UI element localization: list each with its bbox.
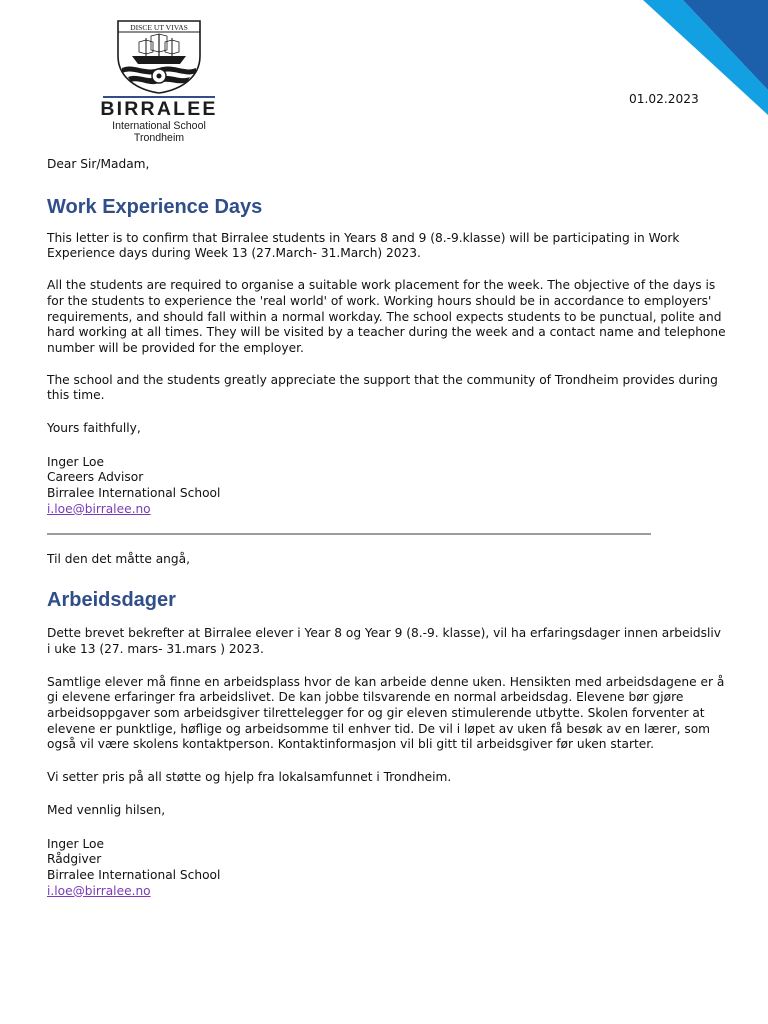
english-paragraph-3: The school and the students greatly appreciate the support that the community of Trondheim provides during this time.	[47, 372, 718, 403]
section-divider	[47, 533, 651, 535]
norwegian-email-link[interactable]: i.loe@birralee.no	[47, 883, 151, 898]
school-logo	[100, 16, 218, 145]
norwegian-signature-role: Rådgiver	[47, 852, 102, 867]
english-closing: Yours faithfully,	[47, 421, 141, 436]
english-email-line	[47, 502, 727, 518]
english-paragraph-1: This letter is to confirm that Birralee students in Years 8 and 9 (8.-9.klasse) will be participating in Work Experience days during Week 13 (27.March- 31.March) 2023.	[47, 230, 680, 261]
school-subtitle-2: Trondheim	[133, 132, 185, 145]
norwegian-paragraph-2: Samtlige elever må finne en arbeidsplass hvor de kan arbeide denne uken. Hensikten med arbeidsdagene er å gi elevene erfaringer fra arbeidslivet. De kan jobbe tilsvarende en normal arbeidsdag. Elevene bør gjøre arbeidsoppgaver som arbeidsgiver tilrettelegger for og gir eleven stimulerende utbytte. Skolen forventer at elevene er punktlige, høflige og arbeidsomme til enhver tid. De vil i løpet av uken få besøk av en lærer, som også vil være skolens kontaktperson. Kontaktinformasjon vil bli gitt til arbeidsgiver før uken starter.	[47, 674, 725, 752]
school-subtitle-1: International School	[112, 120, 206, 132]
english-email-link[interactable]: i.loe@birralee.no	[47, 501, 151, 516]
english-paragraph-2: All the students are required to organise a suitable work placement for the week. The objective of the days is for the students to experience the 'real world' of work. Working hours should be in accordance to employers' requirements, and should fall within a normal workday. The school expects students to be punctual, polite and hard working at all times. They will be visited by a teacher during the week and a contact name and telephone number will be provided for the employer.	[47, 278, 726, 355]
norwegian-greeting: Til den det måtte angå,	[47, 551, 190, 566]
letter-date: 01.02.2023	[629, 92, 699, 106]
norwegian-title: Arbeidsdager	[47, 589, 176, 612]
norwegian-paragraph-1: Dette brevet bekrefter at Birralee elever i Year 8 og Year 9 (8.-9. klasse), vil ha erfaringsdager innen arbeidsliv i uke 13 (27. mars- 31.mars ) 2023.	[47, 626, 721, 656]
norwegian-signature-name: Inger Loe	[47, 836, 104, 851]
norwegian-closing: Med vennlig hilsen,	[47, 802, 166, 817]
english-signature-role: Careers Advisor	[47, 470, 144, 485]
english-signature-org: Birralee International School	[47, 486, 221, 501]
norwegian-email-line	[47, 884, 727, 900]
english-signature-name: Inger Loe	[47, 454, 104, 469]
school-crest-icon	[114, 16, 204, 94]
english-greeting: Dear Sir/Madam,	[47, 157, 150, 171]
letter-body	[47, 157, 727, 899]
crest-motto: DISCE UT VIVAS	[130, 23, 188, 32]
english-title: Work Experience Days	[47, 195, 263, 218]
norwegian-signature-org: Birralee International School	[47, 867, 221, 882]
norwegian-paragraph-3: Vi setter pris på all støtte og hjelp fra lokalsamfunnet i Trondheim.	[47, 770, 452, 785]
school-name: BIRRALEE	[100, 98, 218, 120]
